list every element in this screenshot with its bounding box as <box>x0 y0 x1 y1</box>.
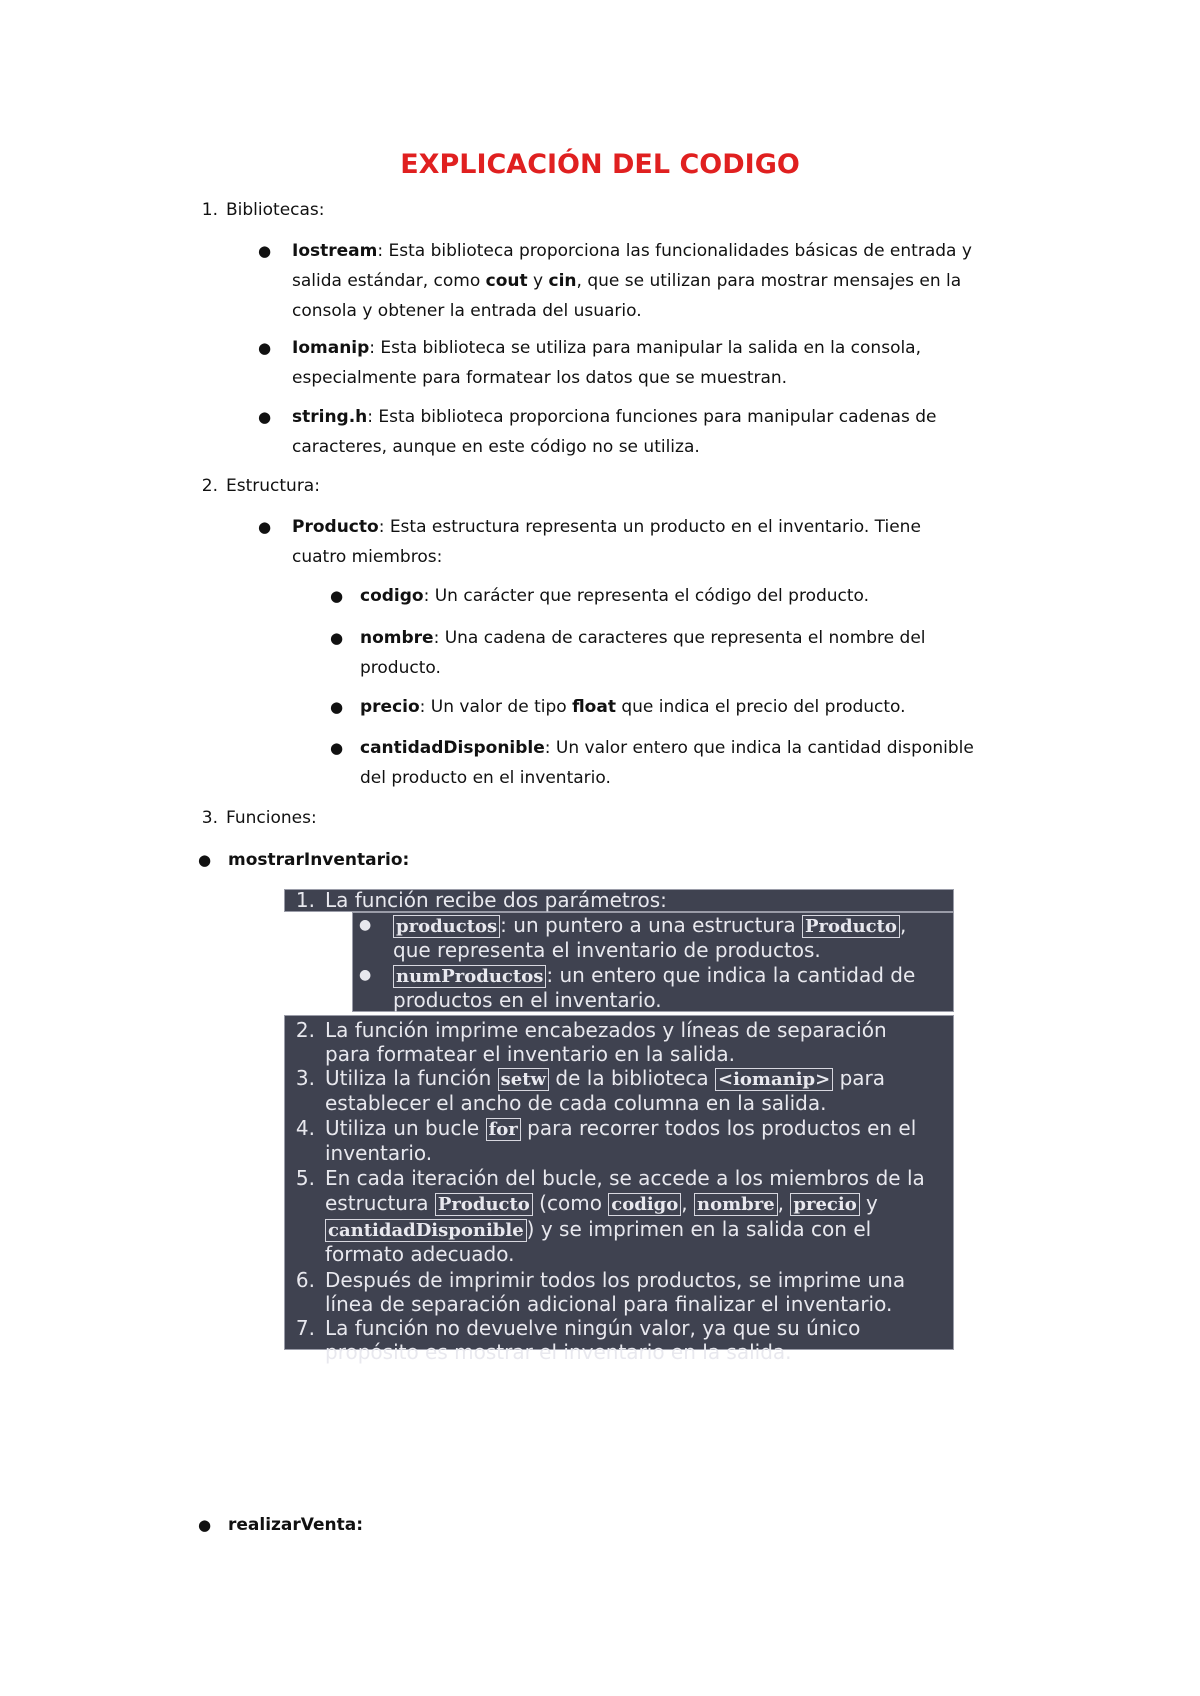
item-text: La función no devuelve ningún valor, ya que su único <box>325 1316 861 1340</box>
item-number: 1. <box>295 888 315 912</box>
struct-desc: cuatro miembros: <box>292 547 443 567</box>
code-term: nombre <box>694 1193 778 1216</box>
code-term: float <box>572 697 616 717</box>
member-name: nombre <box>360 628 434 648</box>
item-text: para formatear el inventario en la salida. <box>325 1042 735 1066</box>
code-term: cout <box>485 271 528 291</box>
item-text: que representa el inventario de productos. <box>393 938 821 962</box>
lib-desc: : Esta biblioteca proporciona las funcionalidades básicas de entrada y <box>377 241 972 261</box>
item-text: y <box>859 1191 878 1215</box>
item-text: Utiliza un bucle <box>325 1116 486 1140</box>
item-text: línea de separación adicional para finalizar el inventario. <box>325 1292 893 1316</box>
bullet-icon: ● <box>258 242 272 260</box>
lib-desc: especialmente para formatear los datos que se muestran. <box>292 368 788 388</box>
member-name: codigo <box>360 586 424 606</box>
bullet-icon: ● <box>330 739 344 757</box>
lib-desc: salida estándar, como <box>292 271 486 291</box>
code-term: codigo <box>608 1193 681 1216</box>
item-number: 6. <box>295 1268 315 1292</box>
bullet-icon: ● <box>359 917 372 933</box>
item-text: Utiliza la función <box>325 1066 498 1090</box>
item-number: 2. <box>295 1018 315 1042</box>
item-text: , <box>777 1191 791 1215</box>
page-title: EXPLICACIÓN DEL CODIGO <box>400 149 800 180</box>
code-term: Producto <box>435 1193 533 1216</box>
bullet-icon: ● <box>330 587 344 605</box>
lib-name: string.h <box>292 407 368 427</box>
code-term: precio <box>790 1193 859 1216</box>
code-term: <iomanip> <box>715 1068 833 1091</box>
bullet-icon: ● <box>258 339 272 357</box>
item-text: (como <box>532 1191 609 1215</box>
function-name: mostrarInventario: <box>228 850 410 870</box>
item-text: para <box>833 1066 886 1090</box>
lib-desc: caracteres, aunque en este código no se utiliza. <box>292 437 700 457</box>
struct-name: Producto <box>292 517 379 537</box>
member-desc: : Un valor entero que indica la cantidad disponible <box>544 738 974 758</box>
item-text: , <box>681 1191 694 1215</box>
item-text: formato adecuado. <box>325 1242 515 1266</box>
member-name: precio <box>360 697 420 717</box>
member-desc: producto. <box>360 658 441 678</box>
code-term: cantidadDisponible <box>325 1219 527 1242</box>
item-number: 7. <box>295 1316 315 1340</box>
item-text: para recorrer todos los productos en el <box>520 1116 917 1140</box>
bullet-icon: ● <box>330 629 344 647</box>
section-number: 3. <box>201 808 218 828</box>
code-term: for <box>486 1118 521 1141</box>
bullet-icon: ● <box>330 698 344 716</box>
member-desc: : Un carácter que representa el código del producto. <box>423 586 870 606</box>
code-term: productos <box>393 915 500 938</box>
member-desc: que indica el precio del producto. <box>615 697 906 717</box>
section-label: Estructura: <box>226 476 320 496</box>
member-desc: : Una cadena de caracteres que representa el nombre del <box>433 628 926 648</box>
code-explanation-box <box>284 889 954 912</box>
item-number: 3. <box>295 1066 315 1090</box>
item-text: productos en el inventario. <box>393 988 662 1012</box>
struct-desc: : Esta estructura representa un producto en el inventario. Tiene <box>378 517 921 537</box>
lib-desc: y <box>527 271 549 291</box>
lib-desc: , que se utilizan para mostrar mensajes en la <box>576 271 962 291</box>
item-text: de la biblioteca <box>549 1066 715 1090</box>
section-number: 1. <box>201 200 218 220</box>
lib-name: Iostream <box>292 241 378 261</box>
lib-desc: : Esta biblioteca se utiliza para manipular la salida en la consola, <box>369 338 922 358</box>
code-term: Producto <box>802 915 900 938</box>
item-text: : un puntero a una estructura <box>500 913 802 937</box>
item-number: 4. <box>295 1116 315 1140</box>
item-text: Después de imprimir todos los productos, se imprime una <box>325 1268 906 1292</box>
item-text: En cada iteración del bucle, se accede a los miembros de la <box>325 1166 925 1190</box>
code-term: cin <box>548 271 577 291</box>
lib-desc: : Esta biblioteca proporciona funciones para manipular cadenas de <box>367 407 937 427</box>
item-text: inventario. <box>325 1141 433 1165</box>
item-text: : un entero que indica la cantidad de <box>546 963 916 987</box>
item-text: establecer el ancho de cada columna en la salida. <box>325 1091 827 1115</box>
bullet-icon: ● <box>198 1516 212 1534</box>
item-number: 5. <box>295 1166 315 1190</box>
item-text: ) y se imprimen en la salida con el <box>526 1217 872 1241</box>
code-term: numProductos <box>393 965 546 988</box>
section-number: 2. <box>201 476 218 496</box>
section-label: Bibliotecas: <box>226 200 325 220</box>
item-text: La función imprime encabezados y líneas de separación <box>325 1018 887 1042</box>
bullet-icon: ● <box>198 851 212 869</box>
member-desc: del producto en el inventario. <box>360 768 611 788</box>
item-text: , <box>899 913 907 937</box>
parameter-list <box>352 912 954 1012</box>
steps-list <box>284 1015 954 1364</box>
lib-desc: consola y obtener la entrada del usuario. <box>292 301 642 321</box>
lib-name: Iomanip <box>292 338 370 358</box>
bullet-icon: ● <box>258 408 272 426</box>
bullet-icon: ● <box>258 518 272 536</box>
code-term: setw <box>498 1068 549 1091</box>
section-label: Funciones: <box>226 808 317 828</box>
bullet-icon: ● <box>359 967 372 983</box>
member-desc: : Un valor de tipo <box>419 697 573 717</box>
item-text: propósito es mostrar el inventario en la salida. <box>325 1340 792 1364</box>
member-name: cantidadDisponible <box>360 738 545 758</box>
function-name: realizarVenta: <box>228 1515 364 1535</box>
item-text: estructura <box>325 1191 435 1215</box>
item-text: La función recibe dos parámetros: <box>325 888 667 912</box>
